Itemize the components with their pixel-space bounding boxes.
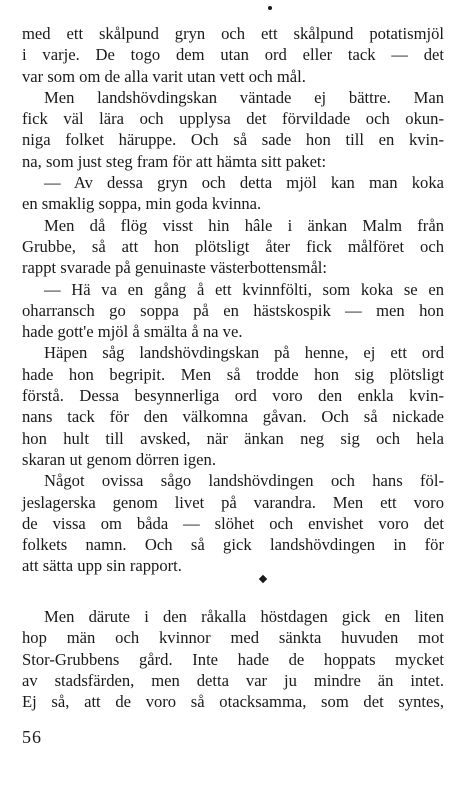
continuation-text-block (22, 606, 444, 712)
text-line: skaran ut genom dörren igen. (22, 449, 216, 469)
text-line: Men då flög visst hin hâle i änkan Malm från (44, 215, 444, 235)
top-ornament-dot (268, 6, 272, 10)
text-line: i varje. De togo dem utan ord eller tack — det (22, 45, 444, 65)
text-line: hade hon begripit. Men så trodde hon sig plötsligt (22, 364, 444, 384)
text-line: nans tack för den välkomna gåvan. Och så nickade (22, 407, 444, 427)
text-line: jeslagerska genom livet på varandra. Men ett voro (22, 492, 444, 512)
text-line: Ej så, att de voro så otacksamma, som det syntes, (22, 692, 444, 712)
text-line: niga folket häruppe. Och så sade hon till en kvin- (22, 130, 444, 150)
text-line: av stadsfärden, men detta var ju mindre än intet. (22, 670, 444, 690)
text-line: Något ovissa sågo landshövdingen och hans föl- (44, 471, 444, 491)
text-line: hon hult till avsked, när änkan neg sig och hela (22, 428, 444, 448)
text-line: — Av dessa gryn och detta mjöl kan man koka (44, 173, 444, 193)
text-line: na, som just steg fram för att hämta sitt paket: (22, 151, 327, 171)
main-text-block (22, 23, 444, 577)
text-line: de vissa om båda — slöhet och envishet voro det (22, 513, 444, 533)
page-number: 56 (22, 727, 42, 747)
text-line: att sätta upp sin rapport. (22, 556, 182, 576)
text-line: med ett skålpund gryn och ett skålpund potatismjöl (22, 24, 444, 43)
text-line: hade gott'e mjöl å smälta å na ve. (22, 322, 243, 342)
text-line: Häpen såg landshövdingskan på henne, ej ett ord (44, 343, 444, 363)
text-line: folkets namn. Och så gick landshövdingen in för (22, 535, 444, 555)
text-line: Men därute i den råkalla höstdagen gick en liten (44, 607, 444, 626)
text-line: — Hä va en gång å ett kvinnfölti, som koka se en (44, 279, 444, 299)
text-line: Stor-Grubbens gård. Inte hade de hoppats mycket (22, 649, 444, 669)
text-line: hop män och kvinnor med sänkta huvuden mot (22, 628, 444, 648)
text-line: fick väl lära och upplysa det förvildade och okun- (22, 109, 444, 129)
text-line: rappt svarade på genuinaste västerbottensmål: (22, 258, 328, 278)
text-line: oharransch go soppa på en hästskospik — men hon (22, 300, 444, 320)
text-line: Men landshövdingskan väntade ej bättre. Man (44, 87, 444, 107)
text-line: Grubbe, så att hon plötsligt åter fick målföret och (22, 236, 444, 256)
book-page (22, 0, 444, 800)
text-line: var som om de alla varit utan vett och mål. (22, 66, 306, 86)
text-line: en smaklig soppa, min goda kvinna. (22, 194, 262, 214)
text-line: förstå. Dessa besynnerliga ord voro den enkla kvin- (22, 386, 444, 406)
